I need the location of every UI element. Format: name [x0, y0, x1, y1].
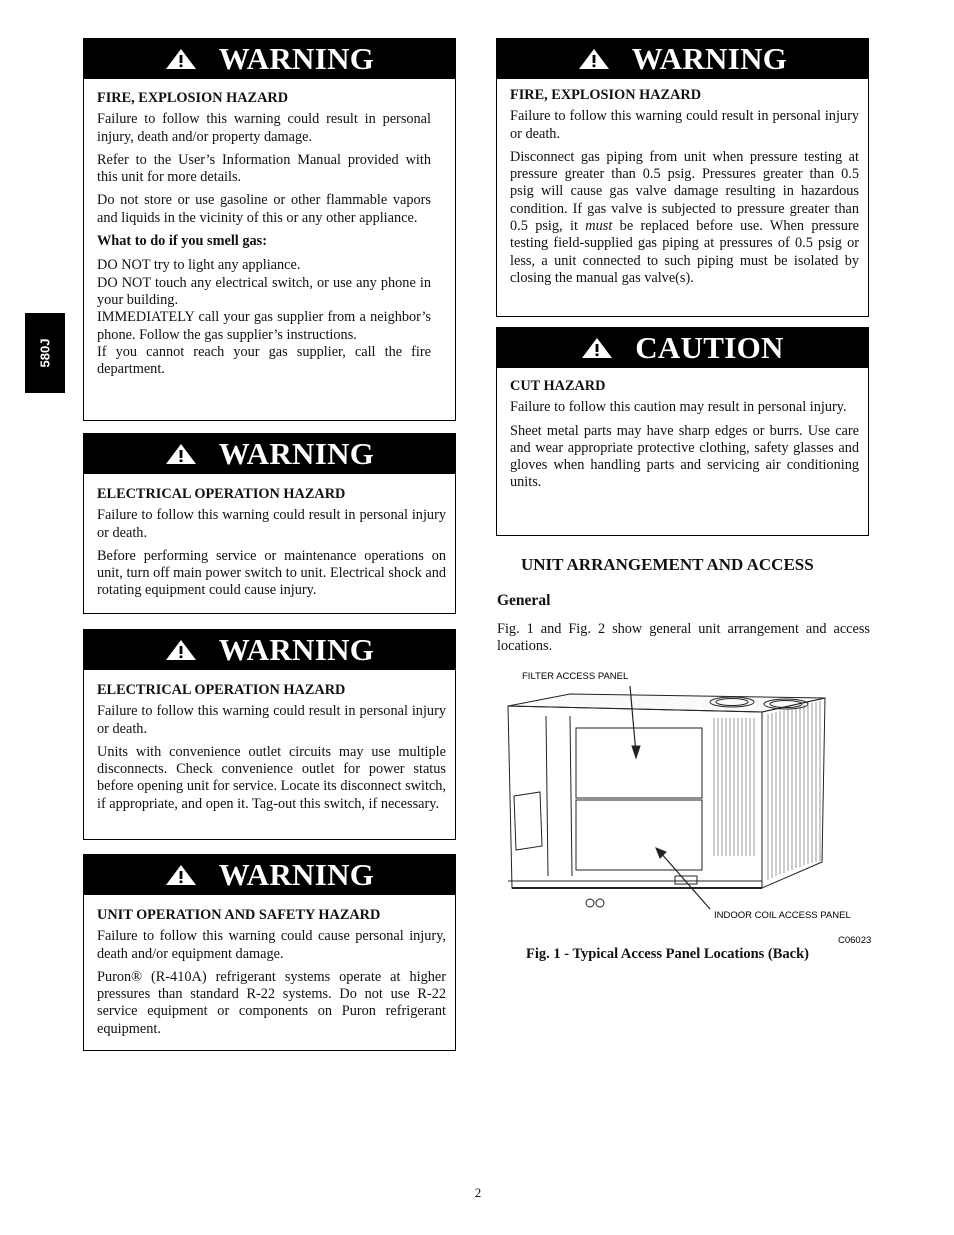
warning-electrical-box — [83, 433, 456, 614]
caution-paragraph: Failure to follow this caution may result in personal injury. — [510, 399, 847, 416]
hazard-title: ELECTRICAL OPERATION HAZARD — [97, 682, 346, 698]
warning-title: WARNING — [218, 857, 375, 892]
warning-gas-piping-box — [496, 38, 869, 317]
caution-header — [497, 328, 868, 368]
warning-paragraph: Refer to the User’s Information Manual provided with this unit for more details. — [97, 151, 431, 186]
hazard-title: CUT HAZARD — [510, 378, 606, 394]
warning-paragraph: Failure to follow this warning could cause personal injury, death and/or equipment damage. — [97, 928, 446, 962]
general-paragraph: Fig. 1 and Fig. 2 show general unit arrangement and access locations. — [497, 621, 870, 655]
warning-body — [84, 79, 455, 378]
warning-paragraph: Failure to follow this warning could result in personal injury, death and/or property damage. — [97, 111, 431, 145]
warning-header — [84, 855, 455, 895]
warning-header — [84, 39, 455, 79]
warning-triangle-icon — [165, 48, 197, 70]
warning-body — [497, 79, 868, 287]
warning-paragraph: Puron® (R-410A) refrigerant systems operate at higher pressures than standard R-22 systems. Do not use R-22 service equipment or components on Puron refrigerant equipment. — [97, 968, 446, 1037]
instruction-line: IMMEDIATELY call your gas supplier from a neighbor’s phone. Follow the gas supplier’s instructions. — [97, 309, 431, 343]
warning-title: WARNING — [631, 41, 788, 76]
hazard-title: UNIT OPERATION AND SAFETY HAZARD — [97, 907, 381, 923]
warning-paragraph: Failure to follow this warning could result in personal injury or death. — [97, 507, 446, 541]
smell-gas-heading: What to do if you smell gas: — [97, 233, 267, 250]
warning-header — [84, 630, 455, 670]
warning-header — [84, 434, 455, 474]
unit-illustration — [508, 686, 825, 909]
warning-title: WARNING — [218, 436, 375, 471]
warning-paragraph — [510, 149, 859, 287]
text-run: Disconnect gas piping from unit when pressure testing at pressure greater than 0.5 psig. Pressures greater than 0.5 psig will cause gas valve damage resulting in hazardous condition. If gas valve is subjected to pressure greater than 0.5 psig, it — [510, 148, 859, 235]
caution-triangle-icon — [581, 337, 613, 359]
warning-unit-operation-box — [83, 854, 456, 1051]
warning-triangle-icon — [165, 639, 197, 661]
caution-paragraph: Sheet metal parts may have sharp edges or burrs. Use care and wear appropriate protective clothing, safety glasses and gloves when handling parts and servicing air conditioning units. — [510, 422, 859, 491]
warning-paragraph: Failure to follow this warning could result in personal injury or death. — [510, 108, 859, 142]
hazard-title: FIRE, EXPLOSION HAZARD — [97, 90, 289, 106]
warning-body — [84, 474, 455, 600]
model-side-tab — [25, 313, 65, 393]
warning-title: WARNING — [218, 41, 375, 76]
text-run: be replaced before use. When pressure testing field-supplied gas piping at pressures of 0.5 psig or less, a unit connected to such piping must be isolated by closing the manual gas valve(s). — [510, 218, 859, 286]
instruction-line: DO NOT try to light any appliance. — [97, 257, 301, 274]
indoor-coil-access-panel-label: INDOOR COIL ACCESS PANEL — [714, 910, 851, 921]
section-title: UNIT ARRANGEMENT AND ACCESS — [521, 555, 814, 574]
filter-access-panel-label: FILTER ACCESS PANEL — [522, 671, 629, 682]
access-panel-figure — [500, 666, 872, 956]
caution-body — [497, 368, 868, 492]
warning-triangle-icon — [165, 443, 197, 465]
general-heading: General — [497, 592, 551, 609]
warning-triangle-icon — [165, 864, 197, 886]
figure-caption: Fig. 1 - Typical Access Panel Locations (Back) — [526, 946, 810, 962]
warning-paragraph: Failure to follow this warning could result in personal injury or death. — [97, 703, 446, 737]
warning-convenience-outlet-box — [83, 629, 456, 840]
warning-body — [84, 670, 455, 813]
warning-title: WARNING — [218, 632, 375, 667]
instruction-line: If you cannot reach your gas supplier, call the fire department. — [97, 343, 431, 378]
warning-fire-explosion-box — [83, 38, 456, 421]
warning-paragraph: Units with convenience outlet circuits may use multiple disconnects. Check convenience outlet for power status before opening unit for service. Locate its disconnect switch, if appropriate, and open it. Tag-out this switch, if necessary. — [97, 743, 446, 812]
instruction-line: DO NOT touch any electrical switch, or use any phone in your building. — [97, 274, 431, 308]
warning-paragraph: Do not store or use gasoline or other flammable vapors and liquids in the vicinity of this or any other appliance. — [97, 192, 431, 226]
hazard-title: FIRE, EXPLOSION HAZARD — [510, 87, 702, 103]
caution-title: CAUTION — [635, 330, 784, 365]
hazard-title: ELECTRICAL OPERATION HAZARD — [97, 486, 346, 502]
caution-cut-hazard-box — [496, 327, 869, 536]
warning-header — [497, 39, 868, 79]
warning-body — [84, 895, 455, 1038]
model-label: 580J — [37, 338, 53, 368]
emphasis-text: must — [585, 218, 613, 235]
page-number: 2 — [474, 1185, 482, 1200]
warning-triangle-icon — [578, 48, 610, 70]
figure-code: C06023 — [838, 935, 872, 946]
warning-paragraph: Before performing service or maintenance operations on unit, turn off main power switch to unit. Electrical shock and rotating equipment could cause injury. — [97, 547, 446, 599]
